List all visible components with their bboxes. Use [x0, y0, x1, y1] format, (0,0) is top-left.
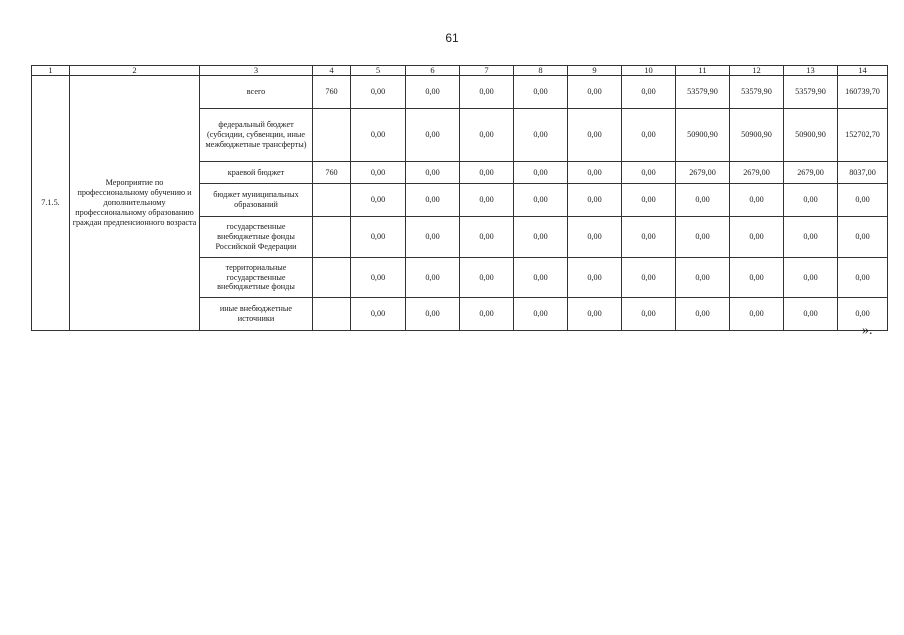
column-header-8: 8	[514, 66, 568, 76]
value-cell: 0,00	[460, 217, 514, 258]
value-cell: 0,00	[838, 258, 888, 298]
table-row	[32, 76, 888, 109]
closing-quote-mark: ».	[862, 323, 873, 338]
value-cell: 0,00	[784, 258, 838, 298]
value-cell: 0,00	[406, 76, 460, 109]
funding-source: территориальные государственные внебюджетные фонды	[200, 258, 313, 298]
value-cell: 0,00	[676, 217, 730, 258]
value-cell: 0,00	[676, 258, 730, 298]
table-header	[32, 66, 888, 76]
column-header-10: 10	[622, 66, 676, 76]
value-cell: 0,00	[514, 76, 568, 109]
value-cell: 0,00	[351, 298, 406, 331]
value-cell: 0,00	[838, 217, 888, 258]
budget-table	[31, 65, 888, 331]
value-cell: 0,00	[406, 109, 460, 162]
column-header-11: 11	[676, 66, 730, 76]
column-header-4: 4	[313, 66, 351, 76]
code-cell	[313, 184, 351, 217]
column-header-6: 6	[406, 66, 460, 76]
value-cell: 2679,00	[784, 162, 838, 184]
value-cell: 0,00	[568, 76, 622, 109]
value-cell: 0,00	[622, 76, 676, 109]
value-cell: 0,00	[784, 217, 838, 258]
funding-source: иные внебюджетные источники	[200, 298, 313, 331]
value-cell: 0,00	[460, 184, 514, 217]
value-cell: 0,00	[514, 162, 568, 184]
value-cell: 0,00	[460, 162, 514, 184]
value-cell: 53579,90	[676, 76, 730, 109]
value-cell: 0,00	[676, 184, 730, 217]
value-cell: 0,00	[406, 298, 460, 331]
value-cell: 0,00	[730, 298, 784, 331]
code-cell: 760	[313, 76, 351, 109]
value-cell: 0,00	[568, 298, 622, 331]
value-cell: 0,00	[406, 217, 460, 258]
code-cell	[313, 109, 351, 162]
value-cell: 53579,90	[730, 76, 784, 109]
value-cell: 0,00	[460, 76, 514, 109]
column-header-9: 9	[568, 66, 622, 76]
activity-name: Мероприятие по профессиональному обучению и дополнительному профессиональному образованию граждан предпенсионного возраста	[70, 76, 200, 331]
funding-source: федеральный бюджет (субсидии, субвенции, иные межбюджетные трансферты)	[200, 109, 313, 162]
value-cell: 0,00	[351, 217, 406, 258]
value-cell: 0,00	[351, 76, 406, 109]
page-number: 61	[445, 31, 459, 45]
value-cell: 0,00	[568, 109, 622, 162]
column-header-3: 3	[200, 66, 313, 76]
activity-code: 7.1.5.	[32, 76, 70, 331]
header-row	[32, 66, 888, 76]
funding-source: государственные внебюджетные фонды Российской Федерации	[200, 217, 313, 258]
value-cell: 0,00	[351, 258, 406, 298]
value-cell: 0,00	[784, 184, 838, 217]
value-cell: 0,00	[622, 258, 676, 298]
value-cell: 0,00	[514, 298, 568, 331]
funding-source: бюджет муниципальных образований	[200, 184, 313, 217]
value-cell: 0,00	[568, 162, 622, 184]
column-header-7: 7	[460, 66, 514, 76]
value-cell: 2679,00	[676, 162, 730, 184]
value-cell: 0,00	[730, 258, 784, 298]
code-cell	[313, 298, 351, 331]
value-cell: 0,00	[622, 298, 676, 331]
value-cell: 0,00	[622, 109, 676, 162]
value-cell: 0,00	[406, 184, 460, 217]
value-cell: 8037,00	[838, 162, 888, 184]
code-cell: 760	[313, 162, 351, 184]
funding-source: всего	[200, 76, 313, 109]
column-header-14: 14	[838, 66, 888, 76]
value-cell: 0,00	[460, 258, 514, 298]
value-cell: 160739,70	[838, 76, 888, 109]
code-cell	[313, 217, 351, 258]
value-cell: 0,00	[838, 298, 888, 331]
value-cell: 2679,00	[730, 162, 784, 184]
value-cell: 0,00	[568, 184, 622, 217]
value-cell: 0,00	[514, 109, 568, 162]
value-cell: 0,00	[351, 109, 406, 162]
value-cell: 0,00	[514, 217, 568, 258]
value-cell: 0,00	[460, 298, 514, 331]
funding-source: краевой бюджет	[200, 162, 313, 184]
value-cell: 0,00	[406, 162, 460, 184]
value-cell: 50900,90	[784, 109, 838, 162]
value-cell: 0,00	[514, 184, 568, 217]
column-header-1: 1	[32, 66, 70, 76]
value-cell: 0,00	[351, 184, 406, 217]
value-cell: 0,00	[676, 298, 730, 331]
value-cell: 0,00	[730, 217, 784, 258]
value-cell: 53579,90	[784, 76, 838, 109]
value-cell: 50900,90	[730, 109, 784, 162]
value-cell: 0,00	[730, 184, 784, 217]
value-cell: 0,00	[568, 258, 622, 298]
value-cell: 0,00	[351, 162, 406, 184]
column-header-2: 2	[70, 66, 200, 76]
code-cell	[313, 258, 351, 298]
column-header-12: 12	[730, 66, 784, 76]
value-cell: 0,00	[622, 184, 676, 217]
column-header-5: 5	[351, 66, 406, 76]
value-cell: 0,00	[622, 162, 676, 184]
column-header-13: 13	[784, 66, 838, 76]
table-body	[32, 76, 888, 331]
value-cell: 0,00	[622, 217, 676, 258]
value-cell: 0,00	[568, 217, 622, 258]
value-cell: 0,00	[514, 258, 568, 298]
value-cell: 0,00	[784, 298, 838, 331]
value-cell: 0,00	[406, 258, 460, 298]
value-cell: 0,00	[838, 184, 888, 217]
value-cell: 152702,70	[838, 109, 888, 162]
value-cell: 50900,90	[676, 109, 730, 162]
value-cell: 0,00	[460, 109, 514, 162]
